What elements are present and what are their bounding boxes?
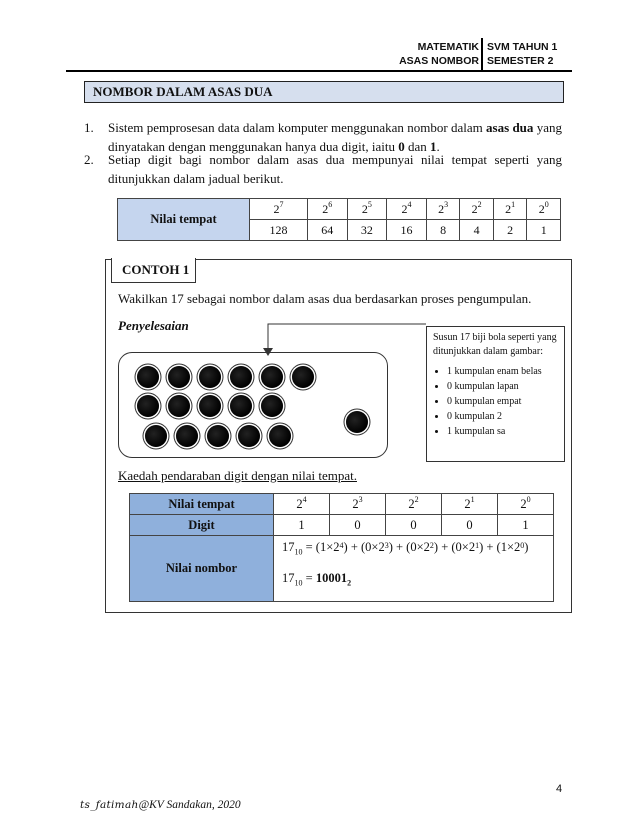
ball xyxy=(168,395,190,417)
result-line: $17_{10} = 10001_2$ xyxy=(282,570,352,587)
header-course-line2: SEMESTER 2 xyxy=(487,55,554,67)
item-1-number: 1. xyxy=(84,120,94,135)
digit-label: Digit xyxy=(130,515,274,536)
footer-handwriting: ts_fatimah xyxy=(80,799,139,811)
list-item: • 1 kumpulan enam belas xyxy=(447,365,558,379)
number-value-label: Nilai nombor xyxy=(130,536,274,602)
power-cell: $2^4$ xyxy=(274,494,330,515)
power-cell: $2^1$ xyxy=(493,199,527,220)
power-cell: $2^2$ xyxy=(385,494,441,515)
ball xyxy=(137,395,159,417)
value-cell: 4 xyxy=(460,220,494,241)
digit-cell: 1 xyxy=(274,515,330,536)
value-cell: 1 xyxy=(527,220,561,241)
list-item: • 0 kumpulan 2 xyxy=(447,410,558,424)
example-question: Wakilkan 17 sebagai nombor dalam asas dua berdasarkan proses pengumpulan. xyxy=(118,291,532,306)
ball xyxy=(176,425,198,447)
power-cell: $2^3$ xyxy=(426,199,460,220)
list-item: • 0 kumpulan lapan xyxy=(447,380,558,394)
value-cell: 8 xyxy=(426,220,460,241)
ball xyxy=(199,366,221,388)
power-cell: $2^2$ xyxy=(460,199,494,220)
page-number: 4 xyxy=(556,783,563,795)
ball xyxy=(137,366,159,388)
ball xyxy=(269,425,291,447)
power-cell: $2^5$ xyxy=(347,199,387,220)
section-title: NOMBOR DALAM ASAS DUA xyxy=(84,81,564,103)
ball xyxy=(261,366,283,388)
header-separator xyxy=(481,38,483,70)
ball xyxy=(292,366,314,388)
ball xyxy=(145,425,167,447)
example-title: CONTOH 1 xyxy=(111,258,196,283)
power-cell: $2^3$ xyxy=(329,494,385,515)
solution-label: Penyelesaian xyxy=(118,318,189,333)
ball xyxy=(207,425,229,447)
digit-cell: 0 xyxy=(385,515,441,536)
expansion-line: $17_{10} = (1\times 2^4) + (0\times 2^3) + (0\times 2^2) + (0\times 2^1) + (1\times 2^0)$ xyxy=(282,540,529,557)
item-2-text: Setiap digit bagi nombor dalam asas dua mempunyai nilai tempat seperti yang ditunjukkan dalam jadual berikut. xyxy=(108,152,562,186)
digit-cell: 1 xyxy=(497,515,553,536)
footer-text: @KV Sandakan, 2020 xyxy=(138,799,241,811)
power-cell: $2^4$ xyxy=(387,199,427,220)
digit-cell: 0 xyxy=(441,515,497,536)
ball xyxy=(230,395,252,417)
value-cell: 32 xyxy=(347,220,387,241)
power-cell: $2^0$ xyxy=(527,199,561,220)
note-intro: Susun 17 biji bola seperti yang ditunjukkan dalam gambar: xyxy=(433,332,557,357)
example-table xyxy=(129,493,554,602)
ball xyxy=(168,366,190,388)
ball xyxy=(199,395,221,417)
item-2-number: 2. xyxy=(84,152,94,167)
ball xyxy=(261,395,283,417)
header-subject xyxy=(399,40,479,68)
note-list xyxy=(433,365,558,439)
computation-cell xyxy=(274,536,554,602)
note-box xyxy=(426,326,565,462)
power-cell: $2^1$ xyxy=(441,494,497,515)
list-item: • 0 kumpulan empat xyxy=(447,395,558,409)
power-cell: $2^6$ xyxy=(307,199,347,220)
balls-box xyxy=(118,352,388,458)
header-course xyxy=(487,40,557,68)
place-value-label: Nilai tempat xyxy=(118,199,250,241)
method-label: Kaedah pendaraban digit dengan nilai tempat. xyxy=(118,468,357,483)
digit-cell: 0 xyxy=(329,515,385,536)
power-cell: $2^7$ xyxy=(250,199,308,220)
value-cell: 64 xyxy=(307,220,347,241)
item-1-text: Sistem pemprosesan data dalam komputer menggunakan nombor dalam asas dua yang dinyatakan dengan menggunakan hanya dua digit, iaitu 0 dan 1. xyxy=(108,120,562,154)
place-value-table xyxy=(117,198,561,241)
footer xyxy=(80,799,241,811)
ball xyxy=(230,366,252,388)
ball xyxy=(238,425,260,447)
ball xyxy=(346,411,368,433)
header-rule xyxy=(66,70,572,72)
place-value-label: Nilai tempat xyxy=(130,494,274,515)
list-item: • 1 kumpulan sa xyxy=(447,425,558,439)
value-cell: 16 xyxy=(387,220,427,241)
header-subject-line1: MATEMATIK xyxy=(417,41,479,53)
value-cell: 128 xyxy=(250,220,308,241)
value-cell: 2 xyxy=(493,220,527,241)
power-cell: $2^0$ xyxy=(497,494,553,515)
header-subject-line2: ASAS NOMBOR xyxy=(399,55,479,67)
header-course-line1: SVM TAHUN 1 xyxy=(487,41,558,53)
